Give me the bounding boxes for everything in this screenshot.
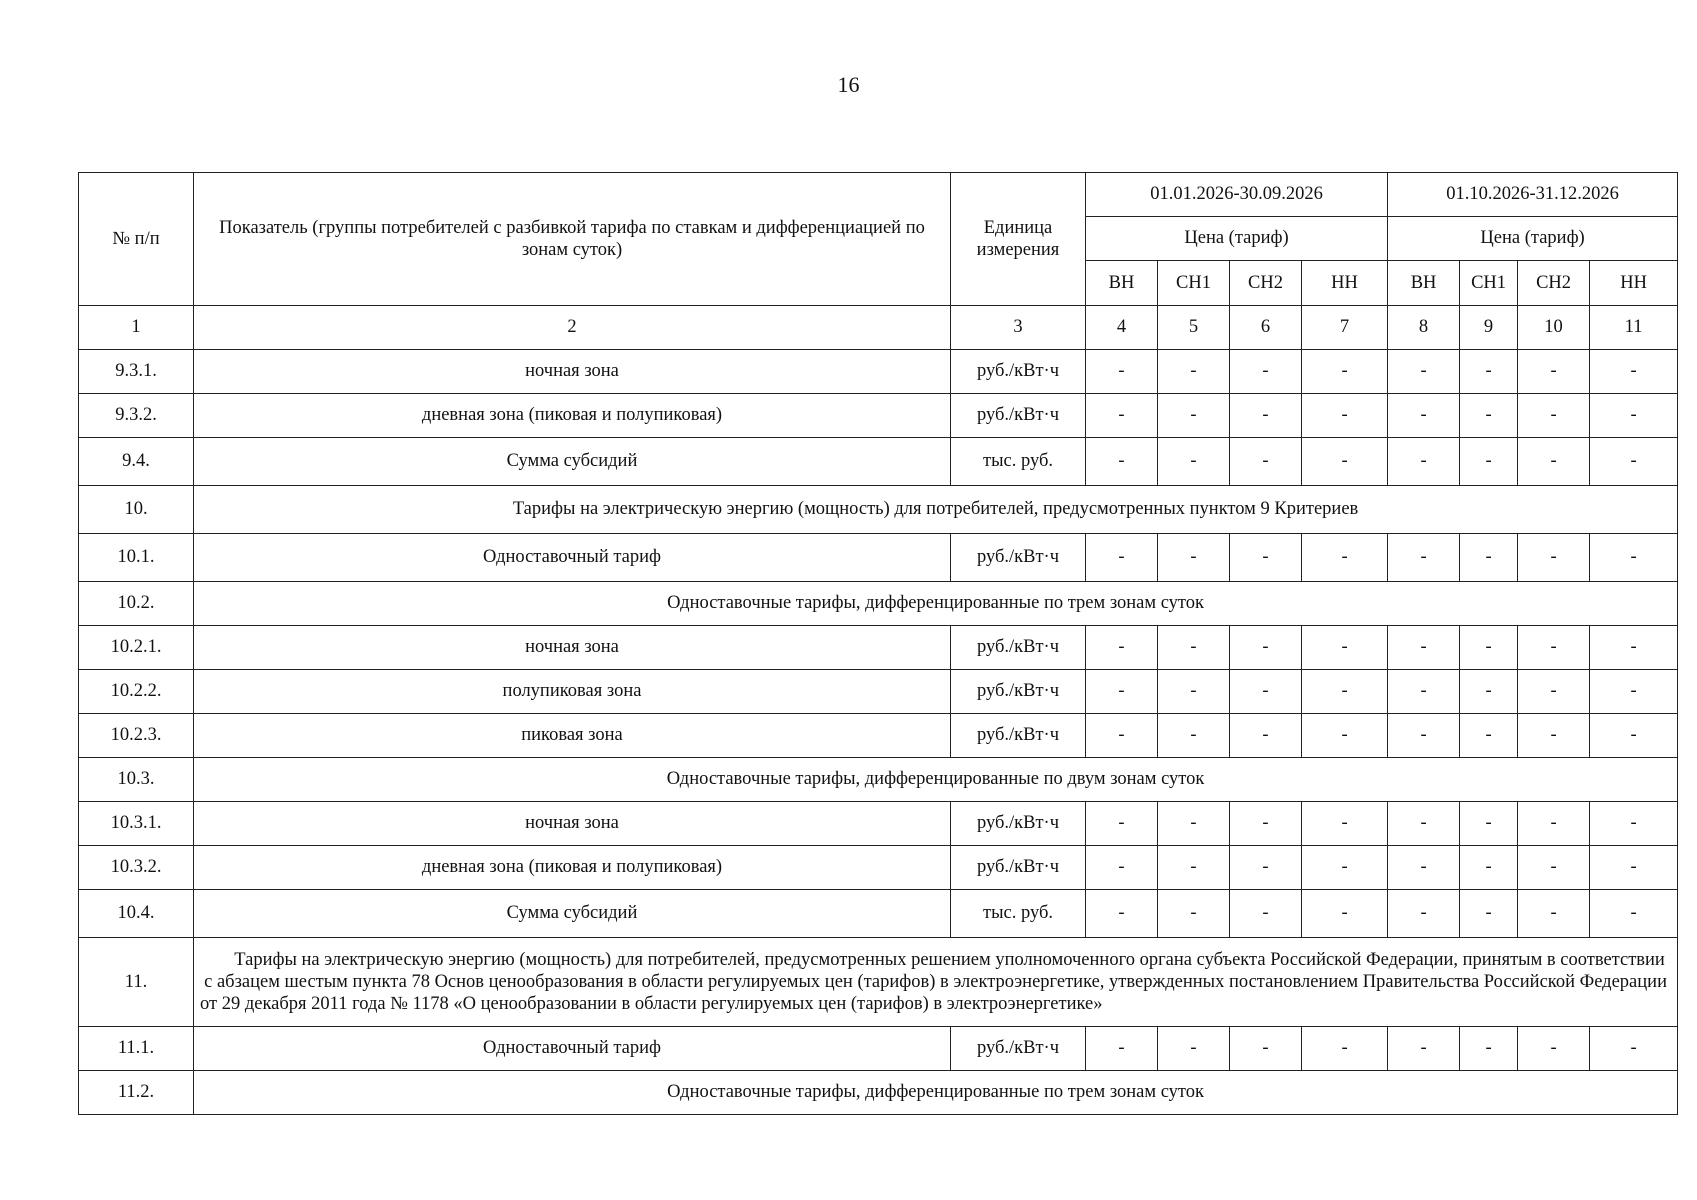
row-unit: руб./кВт·ч	[951, 626, 1086, 670]
row-number: 10.3.2.	[79, 846, 194, 890]
row-unit: руб./кВт·ч	[951, 1027, 1086, 1071]
row-unit: руб./кВт·ч	[951, 846, 1086, 890]
row-value: -	[1590, 438, 1678, 486]
row-label: ночная зона	[194, 626, 951, 670]
column-number: 2	[194, 306, 951, 350]
header-level: НН	[1590, 261, 1678, 306]
row-value: -	[1388, 350, 1460, 394]
row-value: -	[1158, 846, 1230, 890]
row-value: -	[1388, 534, 1460, 582]
column-number: 1	[79, 306, 194, 350]
row-value: -	[1302, 890, 1388, 938]
row-value: -	[1460, 890, 1518, 938]
row-value: -	[1230, 890, 1302, 938]
column-number: 10	[1518, 306, 1590, 350]
row-label: пиковая зона	[194, 714, 951, 758]
row-value: -	[1388, 670, 1460, 714]
table-row	[79, 582, 1678, 626]
row-value: -	[1518, 626, 1590, 670]
row-number: 9.4.	[79, 438, 194, 486]
row-value: -	[1086, 1027, 1158, 1071]
table-row	[79, 486, 1678, 534]
row-value: -	[1230, 802, 1302, 846]
row-number: 10.2.3.	[79, 714, 194, 758]
row-value: -	[1230, 670, 1302, 714]
section-label: Одноставочные тарифы, дифференцированные по трем зонам суток	[194, 582, 1678, 626]
column-number: 5	[1158, 306, 1230, 350]
row-value: -	[1590, 1027, 1678, 1071]
row-value: -	[1388, 890, 1460, 938]
row-label: дневная зона (пиковая и полупиковая)	[194, 394, 951, 438]
row-value: -	[1230, 534, 1302, 582]
row-value: -	[1590, 350, 1678, 394]
row-number: 11.	[79, 938, 194, 1027]
row-value: -	[1302, 534, 1388, 582]
row-value: -	[1518, 890, 1590, 938]
row-number: 11.1.	[79, 1027, 194, 1071]
row-value: -	[1518, 714, 1590, 758]
row-number: 9.3.1.	[79, 350, 194, 394]
row-value: -	[1518, 394, 1590, 438]
table-row	[79, 438, 1678, 486]
row-label: Одноставочный тариф	[194, 534, 951, 582]
row-value: -	[1590, 714, 1678, 758]
table-row	[79, 846, 1678, 890]
row-value: -	[1230, 1027, 1302, 1071]
header-no: № п/п	[79, 173, 194, 306]
row-value: -	[1086, 802, 1158, 846]
table-row	[79, 1071, 1678, 1115]
row-number: 10.	[79, 486, 194, 534]
row-number: 10.2.	[79, 582, 194, 626]
row-number: 11.2.	[79, 1071, 194, 1115]
column-number: 3	[951, 306, 1086, 350]
row-value: -	[1518, 846, 1590, 890]
row-label: дневная зона (пиковая и полупиковая)	[194, 846, 951, 890]
row-value: -	[1158, 350, 1230, 394]
header-level: НН	[1302, 261, 1388, 306]
row-value: -	[1086, 890, 1158, 938]
row-unit: тыс. руб.	[951, 890, 1086, 938]
table-row	[79, 802, 1678, 846]
row-value: -	[1460, 438, 1518, 486]
header-price-2: Цена (тариф)	[1388, 217, 1678, 261]
row-unit: руб./кВт·ч	[951, 802, 1086, 846]
table-row	[79, 350, 1678, 394]
row-value: -	[1158, 890, 1230, 938]
row-value: -	[1460, 670, 1518, 714]
row-value: -	[1518, 670, 1590, 714]
row-value: -	[1590, 534, 1678, 582]
column-number: 9	[1460, 306, 1518, 350]
row-value: -	[1388, 846, 1460, 890]
header-level: СН1	[1158, 261, 1230, 306]
row-value: -	[1302, 1027, 1388, 1071]
row-value: -	[1302, 394, 1388, 438]
row-value: -	[1590, 670, 1678, 714]
row-value: -	[1158, 714, 1230, 758]
row-value: -	[1460, 534, 1518, 582]
row-value: -	[1230, 714, 1302, 758]
row-value: -	[1518, 1027, 1590, 1071]
table-row	[79, 626, 1678, 670]
section-label: Тарифы на электрическую энергию (мощность) для потребителей, предусмотренных пунктом 9 Критериев	[194, 486, 1678, 534]
row-value: -	[1590, 626, 1678, 670]
row-value: -	[1158, 626, 1230, 670]
row-unit: тыс. руб.	[951, 438, 1086, 486]
row-value: -	[1086, 534, 1158, 582]
row-value: -	[1388, 714, 1460, 758]
table-row	[79, 1027, 1678, 1071]
table-row	[79, 938, 1678, 1027]
row-value: -	[1388, 802, 1460, 846]
row-value: -	[1086, 394, 1158, 438]
row-label: полупиковая зона	[194, 670, 951, 714]
page-number: 16	[837, 72, 860, 97]
row-value: -	[1230, 394, 1302, 438]
row-value: -	[1302, 846, 1388, 890]
row-value: -	[1230, 350, 1302, 394]
row-value: -	[1158, 1027, 1230, 1071]
row-label: Сумма субсидий	[194, 890, 951, 938]
row-value: -	[1518, 802, 1590, 846]
table-row	[79, 758, 1678, 802]
row-unit: руб./кВт·ч	[951, 714, 1086, 758]
table-row	[79, 394, 1678, 438]
row-value: -	[1590, 802, 1678, 846]
header-unit: Единица измерения	[951, 173, 1086, 306]
row-value: -	[1230, 626, 1302, 670]
row-value: -	[1518, 350, 1590, 394]
column-number: 6	[1230, 306, 1302, 350]
header-level: СН1	[1460, 261, 1518, 306]
row-value: -	[1230, 438, 1302, 486]
tariff-table	[78, 172, 1678, 1115]
row-value: -	[1518, 438, 1590, 486]
row-number: 10.2.2.	[79, 670, 194, 714]
header-level: ВН	[1086, 261, 1158, 306]
row-value: -	[1086, 350, 1158, 394]
row-value: -	[1158, 438, 1230, 486]
row-unit: руб./кВт·ч	[951, 670, 1086, 714]
table-row	[79, 670, 1678, 714]
row-value: -	[1302, 670, 1388, 714]
table-row	[79, 890, 1678, 938]
column-number: 7	[1302, 306, 1388, 350]
row-value: -	[1460, 394, 1518, 438]
row-value: -	[1302, 802, 1388, 846]
header-level: СН2	[1230, 261, 1302, 306]
table-row	[79, 714, 1678, 758]
header-period-1: 01.01.2026-30.09.2026	[1086, 173, 1388, 217]
row-value: -	[1590, 394, 1678, 438]
row-unit: руб./кВт·ч	[951, 534, 1086, 582]
row-value: -	[1302, 350, 1388, 394]
row-value: -	[1086, 714, 1158, 758]
row-value: -	[1158, 670, 1230, 714]
row-label: ночная зона	[194, 802, 951, 846]
row-label: Одноставочный тариф	[194, 1027, 951, 1071]
column-number: 8	[1388, 306, 1460, 350]
row-value: -	[1086, 626, 1158, 670]
row-value: -	[1590, 846, 1678, 890]
row-value: -	[1460, 626, 1518, 670]
row-number: 9.3.2.	[79, 394, 194, 438]
row-value: -	[1460, 802, 1518, 846]
row-value: -	[1388, 626, 1460, 670]
row-unit: руб./кВт·ч	[951, 350, 1086, 394]
row-number: 10.2.1.	[79, 626, 194, 670]
table-row	[79, 534, 1678, 582]
row-value: -	[1158, 534, 1230, 582]
row-value: -	[1086, 670, 1158, 714]
section-label: Одноставочные тарифы, дифференцированные по трем зонам суток	[194, 1071, 1678, 1115]
row-value: -	[1302, 438, 1388, 486]
row-value: -	[1460, 846, 1518, 890]
header-period-2: 01.10.2026-31.12.2026	[1388, 173, 1678, 217]
row-value: -	[1388, 394, 1460, 438]
column-number: 4	[1086, 306, 1158, 350]
row-value: -	[1158, 802, 1230, 846]
section-label: Одноставочные тарифы, дифференцированные по двум зонам суток	[194, 758, 1678, 802]
row-value: -	[1460, 1027, 1518, 1071]
row-value: -	[1460, 350, 1518, 394]
row-value: -	[1086, 438, 1158, 486]
column-number: 11	[1590, 306, 1678, 350]
header-level: ВН	[1388, 261, 1460, 306]
header-level: СН2	[1518, 261, 1590, 306]
row-number: 10.3.1.	[79, 802, 194, 846]
row-label: Сумма субсидий	[194, 438, 951, 486]
row-number: 10.4.	[79, 890, 194, 938]
header-price-1: Цена (тариф)	[1086, 217, 1388, 261]
row-unit: руб./кВт·ч	[951, 394, 1086, 438]
row-label: ночная зона	[194, 350, 951, 394]
row-value: -	[1388, 438, 1460, 486]
row-value: -	[1302, 626, 1388, 670]
table-header	[79, 173, 1678, 350]
row-value: -	[1460, 714, 1518, 758]
row-value: -	[1230, 846, 1302, 890]
row-number: 10.3.	[79, 758, 194, 802]
header-indicator: Показатель (группы потребителей с разбивкой тарифа по ставкам и дифференциацией по зонам суток)	[194, 173, 951, 306]
row-number: 10.1.	[79, 534, 194, 582]
section-label: Тарифы на электрическую энергию (мощность) для потребителей, предусмотренных решением уполномоченного органа субъекта Российской Федерации, принятым в соответствии с абзацем шестым пункта 78 Основ ценообразования в области регулируемых цен (тарифов) в электроэнергетике, утвержденных постановлением Правительства Российской Федерации от 29 декабря 2011 года № 1178 «О ценообразовании в области регулируемых цен (тарифов) в электроэнергетике»	[194, 938, 1678, 1027]
row-value: -	[1086, 846, 1158, 890]
row-value: -	[1518, 534, 1590, 582]
row-value: -	[1388, 1027, 1460, 1071]
row-value: -	[1158, 394, 1230, 438]
row-value: -	[1302, 714, 1388, 758]
row-value: -	[1590, 890, 1678, 938]
table-body	[79, 350, 1678, 1115]
